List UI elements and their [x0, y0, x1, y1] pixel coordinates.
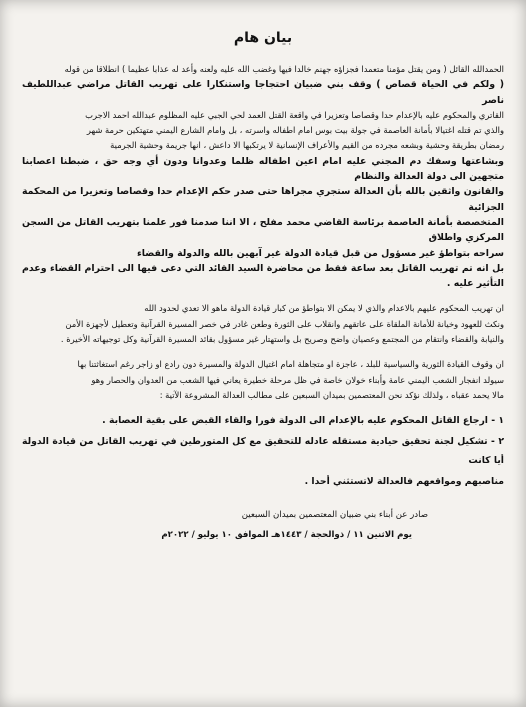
text-line: رمضان بطريقة وحشية وبشعه مجرده من القيم والأعراف الإنسانية لا يرتكبها الا داعش ، انها جريمة وحشية الجرمية — [110, 140, 504, 151]
document-title: بيان هام — [233, 30, 293, 46]
paragraph-accusation — [22, 301, 504, 347]
text-line: مالا يحمد عقباه ، ولذلك نؤكد نحن المعتصمين بميدان السبعين على مطالب العدالة المشروعة الآتية : — [159, 389, 504, 400]
demand-item: ٢ - تشكيل لجنة تحقيق حيادية مستقله عادله للتحقيق مع كل المتورطين في تهريب القاتل من قيادة الدولة أيا كانت — [22, 436, 504, 467]
text-line: ان وقوف القيادة الثورية والسياسية للبلد ، عاجزة او متجاهلة امام اغتيال الدولة والمسيرة دون رادع او زاجر رغم استغاثتنا بها — [77, 359, 504, 370]
signature-block — [22, 505, 504, 545]
text-line: والقانون واثقين بالله بأن العدالة ستجري مجراها حتى صدر حكم الإعدام حدا وقصاصا وتعزيرا من المحكمة الجزائية — [22, 186, 504, 213]
issuer-line: صادر عن أبناء بني ضبيان المعتصمين بميدان السبعين — [241, 510, 428, 521]
text-line: بل انه تم تهريب القاتل بعد ساعة فقط من محاضرة السيد القائد التي دعى فيها الى احترام القضاء وعدم التأثير عليه . — [22, 262, 504, 290]
text-line: ( ولكم في الحياة قصاص ) وقف بني ضبيان احتجاجا واستنكارا على تهريب القاتل مراضي عبداللطيف ناصر — [22, 79, 504, 106]
demand-item-continuation: مناصبهم ومواقعهم فالعدالة لاتستثني أحدا . — [304, 476, 504, 488]
text-line: المتخصصة بأمانة العاصمة برئاسة القاضي محمد مفلح ، الا اننا صدمنا فور علمنا بتهريب القاتل من السجن المركزي واطلاق — [22, 216, 504, 244]
text-line: ان تهريب المحكوم عليهم بالاعدام والذي لا يمكن الا بتواطؤ من كبار قيادة الدولة ماهو الا تعدي لحدود الله — [144, 303, 504, 314]
text-line: سراحه بتواطؤ غير مسؤول من قبل قيادة الدولة غير آبهين بالله والدولة والقضاء — [136, 247, 504, 259]
text-line: القاتري والمحكوم عليه بالإعدام حدا وقصاصا وتعزيرا في واقعة القتل العمد لحي الجبي عليه المظلوم عبدالله احمد الاجرب — [85, 109, 504, 120]
text-line: ونكث للعهود وخيانة للأمانة الملقاة على عاتقهم وانقلاب على الثورة وطعن غادر في خصر المسيرة القرآنية وتعطيل لأجهزة الأمن — [65, 318, 504, 329]
text-line: سيولد انفجار الشعب اليمني عامة وأبناء خولان خاصة في ظل مرحلة خطيرة يعاني فيها الشعب من العدوان والحصار وهو — [91, 374, 504, 385]
text-line: والذي تم قتله اغتيالا بأمانة العاصمة في جولة بيت بوس امام اطفاله واسرته ، بل وامام الشارع اليمني متهتكين حرمة شهر — [86, 125, 504, 136]
text-line: والنيابة والقضاء وانتقام من المجتمع وعصيان واضح وصريح بل واستهتار غير مسؤول بقائد المسيرة القرآنية وكل توجيهاته الأخيرة . — [60, 334, 504, 345]
paragraph-opening — [22, 62, 504, 291]
text-line: الحمدالله القائل ( ومن يقتل مؤمنا متعمدا فجزاؤه جهنم خالدا فيها وغضب الله عليه ولعنه وأعد له عذابا عظيما ) انطلاقا من قوله — [64, 64, 504, 74]
demand-item: ١ - ارجاع القاتل المحكوم عليه بالإعدام الى الدولة فورا والقاء القبض على بقية العصابة . — [102, 415, 504, 427]
text-line: وبشاعتها وسفك دم المجني عليه امام اعين اطفاله ظلما وعدوانا ودون أي وجه حق ، ضبطنا اعصابنا متجهين الى دولة العدالة والنظام — [22, 155, 504, 183]
paragraph-warning — [22, 357, 504, 403]
date-line: يوم الاثنين ١١ / ذوالحجة / ١٤٤٣هـ الموافق ١٠ يوليو / ٢٠٢٢م — [161, 530, 412, 541]
